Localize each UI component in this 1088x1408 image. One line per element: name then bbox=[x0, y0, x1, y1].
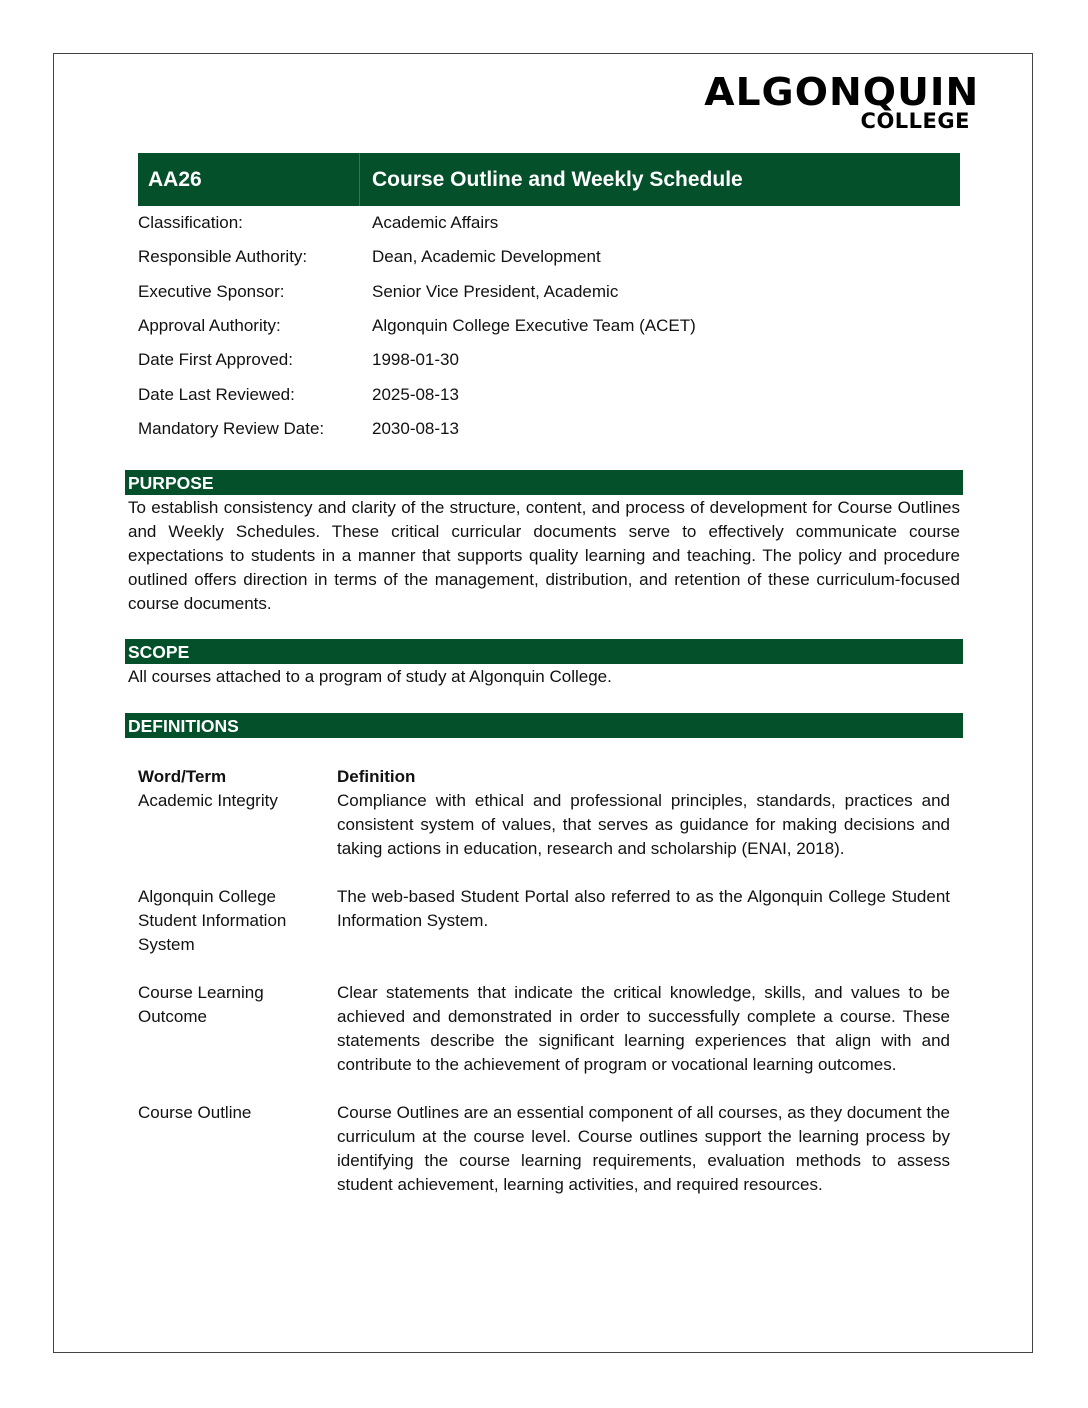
logo-line-2: COLLEGE bbox=[860, 109, 970, 133]
definition-term: Algonquin College Student Information System bbox=[138, 887, 287, 954]
definition-row bbox=[138, 1101, 950, 1197]
meta-label: Date First Approved: bbox=[138, 350, 293, 370]
meta-label: Classification: bbox=[138, 213, 243, 233]
definition-row bbox=[138, 789, 950, 861]
logo-line-1: ALGONQUIN bbox=[704, 70, 980, 114]
definition-text: Clear statements that indicate the critical knowledge, skills, and values to be achieved and demonstrated in order to successfully complete a course. These statements describe the significant learning experiences that align with and contribute to the achievement of program or vocational learning outcomes. bbox=[337, 983, 950, 1074]
meta-value: 2025-08-13 bbox=[372, 384, 459, 404]
definition-term: Course Learning Outcome bbox=[138, 983, 264, 1026]
meta-row-date-last-reviewed bbox=[138, 377, 960, 411]
column-header-definition: Definition bbox=[337, 767, 416, 786]
definitions-table bbox=[138, 765, 950, 1197]
definitions-header-row bbox=[138, 765, 950, 789]
meta-row-responsible-authority bbox=[138, 240, 960, 274]
meta-value: 2030-08-13 bbox=[372, 418, 459, 438]
scope-text: All courses attached to a program of study at Algonquin College. bbox=[128, 667, 612, 686]
meta-row-classification bbox=[138, 206, 960, 240]
column-header-term: Word/Term bbox=[138, 767, 227, 786]
meta-label: Date Last Reviewed: bbox=[138, 384, 295, 404]
meta-row-executive-sponsor bbox=[138, 275, 960, 309]
definition-term: Course Outline bbox=[138, 1103, 252, 1122]
definition-row bbox=[138, 885, 950, 957]
college-logo bbox=[704, 70, 980, 133]
meta-value: Algonquin College Executive Team (ACET) bbox=[372, 316, 696, 336]
definition-text: Course Outlines are an essential component of all courses, as they document the curriculum at the course level. Course outlines support the learning process by identifying the course learning requirements, evaluation methods to assess student achievement, learning activities, and required resources. bbox=[337, 1103, 950, 1194]
definition-row bbox=[138, 981, 950, 1077]
meta-value: Senior Vice President, Academic bbox=[372, 281, 619, 301]
meta-value: Academic Affairs bbox=[372, 213, 499, 233]
meta-row-date-first-approved bbox=[138, 343, 960, 377]
meta-value: 1998-01-30 bbox=[372, 350, 459, 370]
definition-term: Academic Integrity bbox=[138, 791, 278, 810]
definition-text: Compliance with ethical and professional principles, standards, practices and consistent system of values, that serves as guidance for making decisions and taking actions in education, research and scholarship (ENAI, 2018). bbox=[337, 791, 950, 858]
meta-label: Responsible Authority: bbox=[138, 247, 308, 267]
purpose-text: To establish consistency and clarity of the structure, content, and process of development for Course Outlines and Weekly Schedules. These critical curricular documents serve to effectively communicate course expectations to students in a manner that supports quality learning and teaching. The policy and procedure outlined offers direction in terms of the management, distribution, and retention of these curriculum-focused course documents. bbox=[128, 498, 960, 613]
policy-title: Course Outline and Weekly Schedule bbox=[372, 167, 743, 191]
meta-row-mandatory-review-date bbox=[138, 412, 960, 446]
meta-label: Executive Sponsor: bbox=[138, 281, 285, 301]
purpose-heading: PURPOSE bbox=[125, 470, 963, 495]
scope-heading: SCOPE bbox=[125, 639, 963, 664]
meta-row-approval-authority bbox=[138, 309, 960, 343]
policy-metadata bbox=[138, 206, 960, 446]
meta-label: Approval Authority: bbox=[138, 316, 281, 336]
policy-title-bar bbox=[138, 153, 960, 206]
policy-code: AA26 bbox=[138, 153, 360, 206]
meta-label: Mandatory Review Date: bbox=[138, 418, 325, 438]
definitions-heading: DEFINITIONS bbox=[125, 713, 963, 738]
definition-text: The web-based Student Portal also referred to as the Algonquin College Student Information System. bbox=[337, 887, 950, 930]
meta-value: Dean, Academic Development bbox=[372, 247, 601, 267]
